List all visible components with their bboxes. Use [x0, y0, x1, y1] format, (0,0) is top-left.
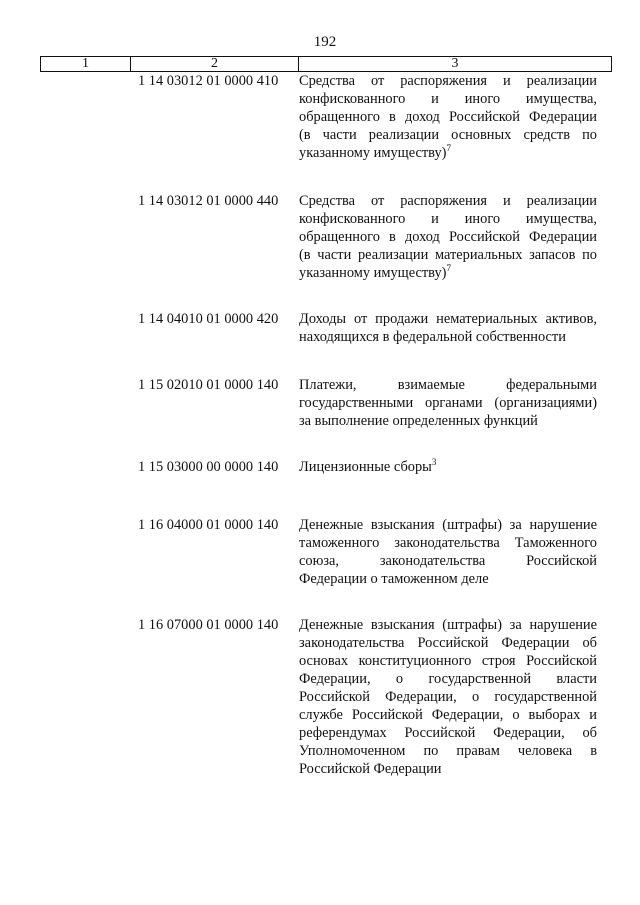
income-description — [299, 458, 597, 476]
income-description — [299, 616, 597, 778]
description-text: указанному имуществу) — [299, 145, 447, 161]
description-text: (в части реализации основных средств по — [299, 127, 597, 143]
description-line — [299, 264, 597, 282]
description-text: референдумах Российской Федерации, об — [299, 725, 597, 741]
description-text: службе Российской Федерации, о выборах и — [299, 707, 597, 723]
column-header-1: 1 — [41, 57, 131, 71]
column-header-3: 3 — [451, 56, 459, 71]
income-description — [299, 310, 597, 346]
description-text: союза, законодательства Российской — [299, 553, 597, 569]
description-text: Лицензионные сборы — [299, 459, 432, 475]
budget-code: 1 15 03000 00 0000 140 — [138, 459, 279, 475]
description-line — [299, 706, 597, 724]
description-line — [299, 458, 597, 476]
description-line — [299, 534, 597, 552]
budget-code: 1 14 03012 01 0000 410 — [138, 73, 279, 89]
description-text: Денежные взыскания (штрафы) за нарушение — [299, 617, 597, 633]
footnote-marker: 3 — [431, 457, 437, 468]
description-text: за выполнение определенных функций — [299, 413, 538, 429]
income-description — [299, 516, 597, 588]
budget-code: 1 15 02010 01 0000 140 — [138, 377, 279, 393]
budget-code: 1 14 03012 01 0000 440 — [138, 193, 279, 209]
description-line — [299, 616, 597, 634]
income-description — [299, 192, 597, 282]
description-line — [299, 552, 597, 570]
description-line — [299, 144, 597, 162]
table-header — [40, 56, 612, 72]
description-line — [299, 228, 597, 246]
description-text: государственными органами (организациями) — [299, 395, 597, 411]
description-line — [299, 246, 597, 264]
description-text: законодательства Российской Федерации об — [299, 635, 597, 651]
description-text: обращенного в доход Российской Федерации — [299, 229, 597, 245]
description-text: конфискованного и иного имущества, — [299, 91, 597, 107]
budget-code: 1 16 04000 01 0000 140 — [138, 517, 279, 533]
description-line — [299, 570, 597, 588]
budget-code: 1 16 07000 01 0000 140 — [138, 617, 279, 633]
budget-code: 1 14 04010 01 0000 420 — [138, 311, 279, 327]
income-description — [299, 376, 597, 430]
description-line — [299, 742, 597, 760]
page-number: 192 — [313, 34, 337, 50]
description-text: Российской Федерации — [299, 761, 442, 777]
column-header-2: 2 — [131, 57, 299, 71]
description-line — [299, 126, 597, 144]
description-text: таможенного законодательства Таможенного — [299, 535, 597, 551]
description-text: Уполномоченном по правам человека в — [299, 743, 597, 759]
description-text: находящихся в федеральной собственности — [299, 329, 566, 345]
description-line — [299, 72, 597, 90]
description-text: указанному имуществу) — [299, 265, 447, 281]
description-text: (в части реализации материальных запасов по — [299, 247, 597, 263]
description-line — [299, 210, 597, 228]
description-text: Денежные взыскания (штрафы) за нарушение — [299, 517, 597, 533]
description-line — [299, 724, 597, 742]
income-description — [299, 72, 597, 162]
description-text: Средства от распоряжения и реализации — [299, 193, 597, 209]
footnote-marker: 7 — [446, 143, 451, 154]
description-line — [299, 652, 597, 670]
description-text: Федерации, о государственной власти — [299, 671, 597, 687]
description-text: Федерации о таможенном деле — [299, 571, 489, 587]
description-line — [299, 394, 597, 412]
footnote-marker: 7 — [446, 263, 451, 274]
description-text: основах конституционного строя Российской — [299, 653, 597, 669]
description-line — [299, 376, 597, 394]
description-text: Средства от распоряжения и реализации — [299, 73, 597, 89]
description-line — [299, 634, 597, 652]
description-line — [299, 90, 597, 108]
description-line — [299, 108, 597, 126]
description-text: Российской Федерации, о государственной — [299, 689, 597, 705]
description-line — [299, 412, 597, 430]
description-line — [299, 310, 597, 328]
description-text: обращенного в доход Российской Федерации — [299, 109, 597, 125]
description-line — [299, 328, 597, 346]
description-line — [299, 760, 597, 778]
description-line — [299, 688, 597, 706]
description-line — [299, 192, 597, 210]
description-line — [299, 670, 597, 688]
description-text: Платежи, взимаемые федеральными — [299, 377, 597, 393]
description-line — [299, 516, 597, 534]
description-text: Доходы от продажи нематериальных активов, — [299, 311, 597, 327]
description-text: конфискованного и иного имущества, — [299, 211, 597, 227]
